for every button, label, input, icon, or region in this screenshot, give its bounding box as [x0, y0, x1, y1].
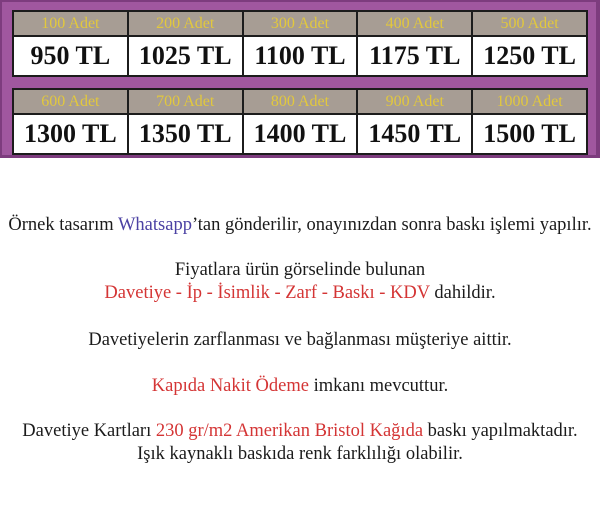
- price-row: [13, 114, 587, 154]
- qty-header-cell: 200 Adet: [128, 11, 243, 36]
- qty-header-cell: 100 Adet: [13, 11, 128, 36]
- price-cell: 1450 TL: [357, 114, 472, 154]
- price-cell: 1400 TL: [243, 114, 358, 154]
- price-cell: 1300 TL: [13, 114, 128, 154]
- price-cell: 1025 TL: [128, 36, 243, 76]
- price-cell: 1500 TL: [472, 114, 587, 154]
- paper-spec-highlight: 230 gr/m2 Amerikan Bristol Kağıda: [155, 421, 424, 441]
- price-cell: 1250 TL: [472, 36, 587, 76]
- info-line-price-includes-intro: Fiyatlara ürün görselinde bulunan: [174, 260, 426, 280]
- line6-pre-text: Davetiye Kartları: [22, 421, 156, 441]
- qty-header-cell: 600 Adet: [13, 89, 128, 114]
- line5-post-text: imkanı mevcuttur.: [308, 376, 449, 396]
- line1-post-text: ’tan gönderilir, onayınızdan sonra baskı işlemi yapılır.: [191, 215, 592, 235]
- info-section: [0, 214, 600, 466]
- qty-header-cell: 800 Adet: [243, 89, 358, 114]
- price-cell: 1175 TL: [357, 36, 472, 76]
- price-cell: 1350 TL: [128, 114, 243, 154]
- pricing-banner: [0, 0, 600, 158]
- cash-on-delivery-highlight: Kapıda Nakit Ödeme: [151, 376, 309, 396]
- line1-pre-text: Örnek tasarım: [8, 215, 118, 235]
- info-line-enveloping: Davetiyelerin zarflanması ve bağlanması müşteriye aittir.: [88, 330, 512, 350]
- quantity-header-row: [13, 11, 587, 36]
- price-table-2: [12, 88, 588, 155]
- qty-header-cell: 300 Adet: [243, 11, 358, 36]
- included-items-highlight: Davetiye - İp - İsimlik - Zarf - Baskı - KDV: [104, 283, 430, 303]
- line3-post-text: dahildir.: [429, 283, 496, 303]
- info-line-included-items: [0, 282, 600, 305]
- quantity-header-row: [13, 89, 587, 114]
- whatsapp-highlight: Whatsapp: [117, 215, 192, 235]
- qty-header-cell: 400 Adet: [357, 11, 472, 36]
- info-line-paper-spec: [0, 420, 600, 443]
- price-cell: 950 TL: [13, 36, 128, 76]
- info-line-cash-on-delivery: [0, 375, 600, 398]
- line6-post-text: baskı yapılmaktadır.: [423, 421, 578, 441]
- qty-header-cell: 700 Adet: [128, 89, 243, 114]
- qty-header-cell: 500 Adet: [472, 11, 587, 36]
- price-row: [13, 36, 587, 76]
- info-line-sample-design: [0, 214, 600, 237]
- qty-header-cell: 900 Adet: [357, 89, 472, 114]
- info-line-color-difference: Işık kaynaklı baskıda renk farklılığı olabilir.: [137, 444, 463, 464]
- qty-header-cell: 1000 Adet: [472, 89, 587, 114]
- price-cell: 1100 TL: [243, 36, 358, 76]
- price-table-1: [12, 10, 588, 77]
